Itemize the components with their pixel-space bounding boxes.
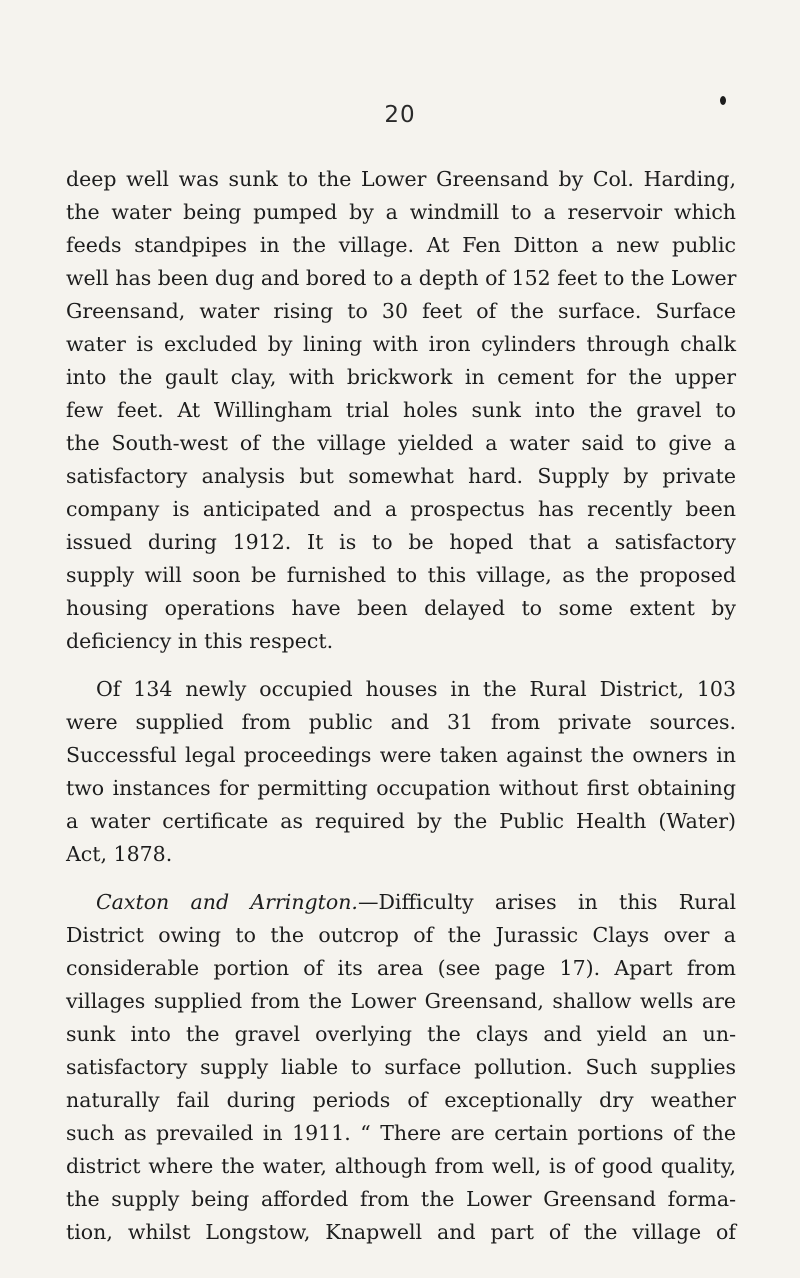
text-run: —Difficulty arises in this Rural: [357, 890, 736, 914]
text-line: issued during 1912. It is to be hoped that a satisfactory: [66, 530, 736, 554]
text-line: Successful legal proceedings were taken against the owners in: [66, 743, 736, 767]
text-line: sunk into the gravel overlying the clays and yield an un-: [66, 1022, 736, 1046]
ink-dot: [720, 96, 726, 105]
text-line: villages supplied from the Lower Greensand, shallow wells are: [66, 989, 736, 1013]
text-line: deep well was sunk to the Lower Greensand by Col. Harding,: [66, 167, 736, 191]
text-line: district where the water, although from well, is of good quality,: [66, 1154, 736, 1178]
text-line: the water being pumped by a windmill to a reservoir which: [66, 200, 736, 224]
text-line: tion, whilst Longstow, Knapwell and part of the village of: [66, 1220, 736, 1244]
text-line: few feet. At Willingham trial holes sunk into the gravel to: [66, 398, 736, 422]
text-line: [96, 886, 736, 919]
text-line: District owing to the outcrop of the Jurassic Clays over a: [66, 923, 736, 947]
text-line: satisfactory analysis but somewhat hard. Supply by private: [66, 464, 736, 488]
section-heading: Caxton and Arrington.: [96, 890, 358, 914]
text-line: naturally fail during periods of exceptionally dry weather: [66, 1088, 736, 1112]
text-line: Greensand, water rising to 30 feet of the surface. Surface: [66, 299, 736, 323]
text-line: deficiency in this respect.: [66, 629, 334, 653]
text-line: well has been dug and bored to a depth of 152 feet to the Lower: [66, 266, 737, 290]
text-line: water is excluded by lining with iron cylinders through chalk: [66, 332, 736, 356]
text-line: such as prevailed in 1911. “ There are certain portions of the: [66, 1121, 736, 1145]
text-line: feeds standpipes in the village. At Fen Ditton a new public: [66, 233, 736, 257]
text-line: company is anticipated and a prospectus has recently been: [66, 497, 736, 521]
text-line: Of 134 newly occupied houses in the Rural District, 103: [96, 677, 736, 701]
text-line: housing operations have been delayed to some extent by: [66, 596, 736, 620]
page-number: 20: [384, 102, 416, 128]
text-line: supply will soon be furnished to this village, as the proposed: [66, 563, 736, 587]
text-line: satisfactory supply liable to surface pollution. Such supplies: [66, 1055, 736, 1079]
text-line: considerable portion of its area (see page 17). Apart from: [66, 956, 736, 980]
text-line: Act, 1878.: [66, 842, 173, 866]
text-line: two instances for permitting occupation without first obtaining: [66, 776, 736, 800]
text-line: into the gault clay, with brickwork in cement for the upper: [66, 365, 736, 389]
text-line: the South-west of the village yielded a water said to give a: [66, 431, 736, 455]
text-line: were supplied from public and 31 from private sources.: [66, 710, 736, 734]
text-line: a water certificate as required by the Public Health (Water): [66, 809, 736, 833]
text-line: the supply being afforded from the Lower Greensand forma-: [66, 1187, 736, 1211]
